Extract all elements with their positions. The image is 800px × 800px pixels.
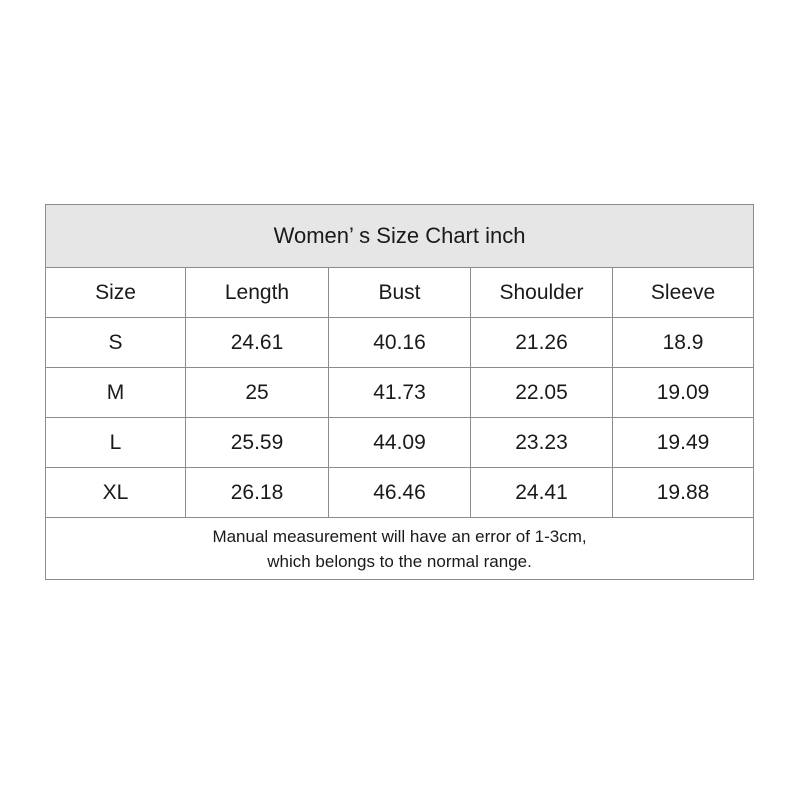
header-row — [46, 268, 754, 318]
size-cell: M — [46, 368, 186, 418]
shoulder-cell: 21.26 — [471, 318, 613, 368]
bust-cell: 44.09 — [329, 418, 471, 468]
table-row — [46, 318, 754, 368]
column-header-shoulder: Shoulder — [471, 268, 613, 318]
length-cell: 25 — [186, 368, 329, 418]
length-cell: 25.59 — [186, 418, 329, 468]
sleeve-cell: 18.9 — [613, 318, 754, 368]
note-row — [46, 518, 754, 580]
shoulder-cell: 22.05 — [471, 368, 613, 418]
table-row — [46, 368, 754, 418]
column-header-size: Size — [46, 268, 186, 318]
column-header-bust: Bust — [329, 268, 471, 318]
size-chart-title: Women’ s Size Chart inch — [46, 205, 754, 268]
size-chart-table — [45, 204, 754, 580]
table-row — [46, 418, 754, 468]
length-cell: 26.18 — [186, 468, 329, 518]
length-cell: 24.61 — [186, 318, 329, 368]
note-line-2: which belongs to the normal range. — [267, 551, 532, 571]
sleeve-cell: 19.09 — [613, 368, 754, 418]
bust-cell: 41.73 — [329, 368, 471, 418]
bust-cell: 46.46 — [329, 468, 471, 518]
column-header-length: Length — [186, 268, 329, 318]
shoulder-cell: 24.41 — [471, 468, 613, 518]
table-row — [46, 468, 754, 518]
title-row — [46, 205, 754, 268]
sleeve-cell: 19.49 — [613, 418, 754, 468]
column-header-sleeve: Sleeve — [613, 268, 754, 318]
sleeve-cell: 19.88 — [613, 468, 754, 518]
bust-cell: 40.16 — [329, 318, 471, 368]
shoulder-cell: 23.23 — [471, 418, 613, 468]
size-cell: XL — [46, 468, 186, 518]
note-line-1: Manual measurement will have an error of 1-3cm, — [212, 526, 587, 546]
size-cell: L — [46, 418, 186, 468]
size-cell: S — [46, 318, 186, 368]
measurement-note — [46, 518, 754, 580]
